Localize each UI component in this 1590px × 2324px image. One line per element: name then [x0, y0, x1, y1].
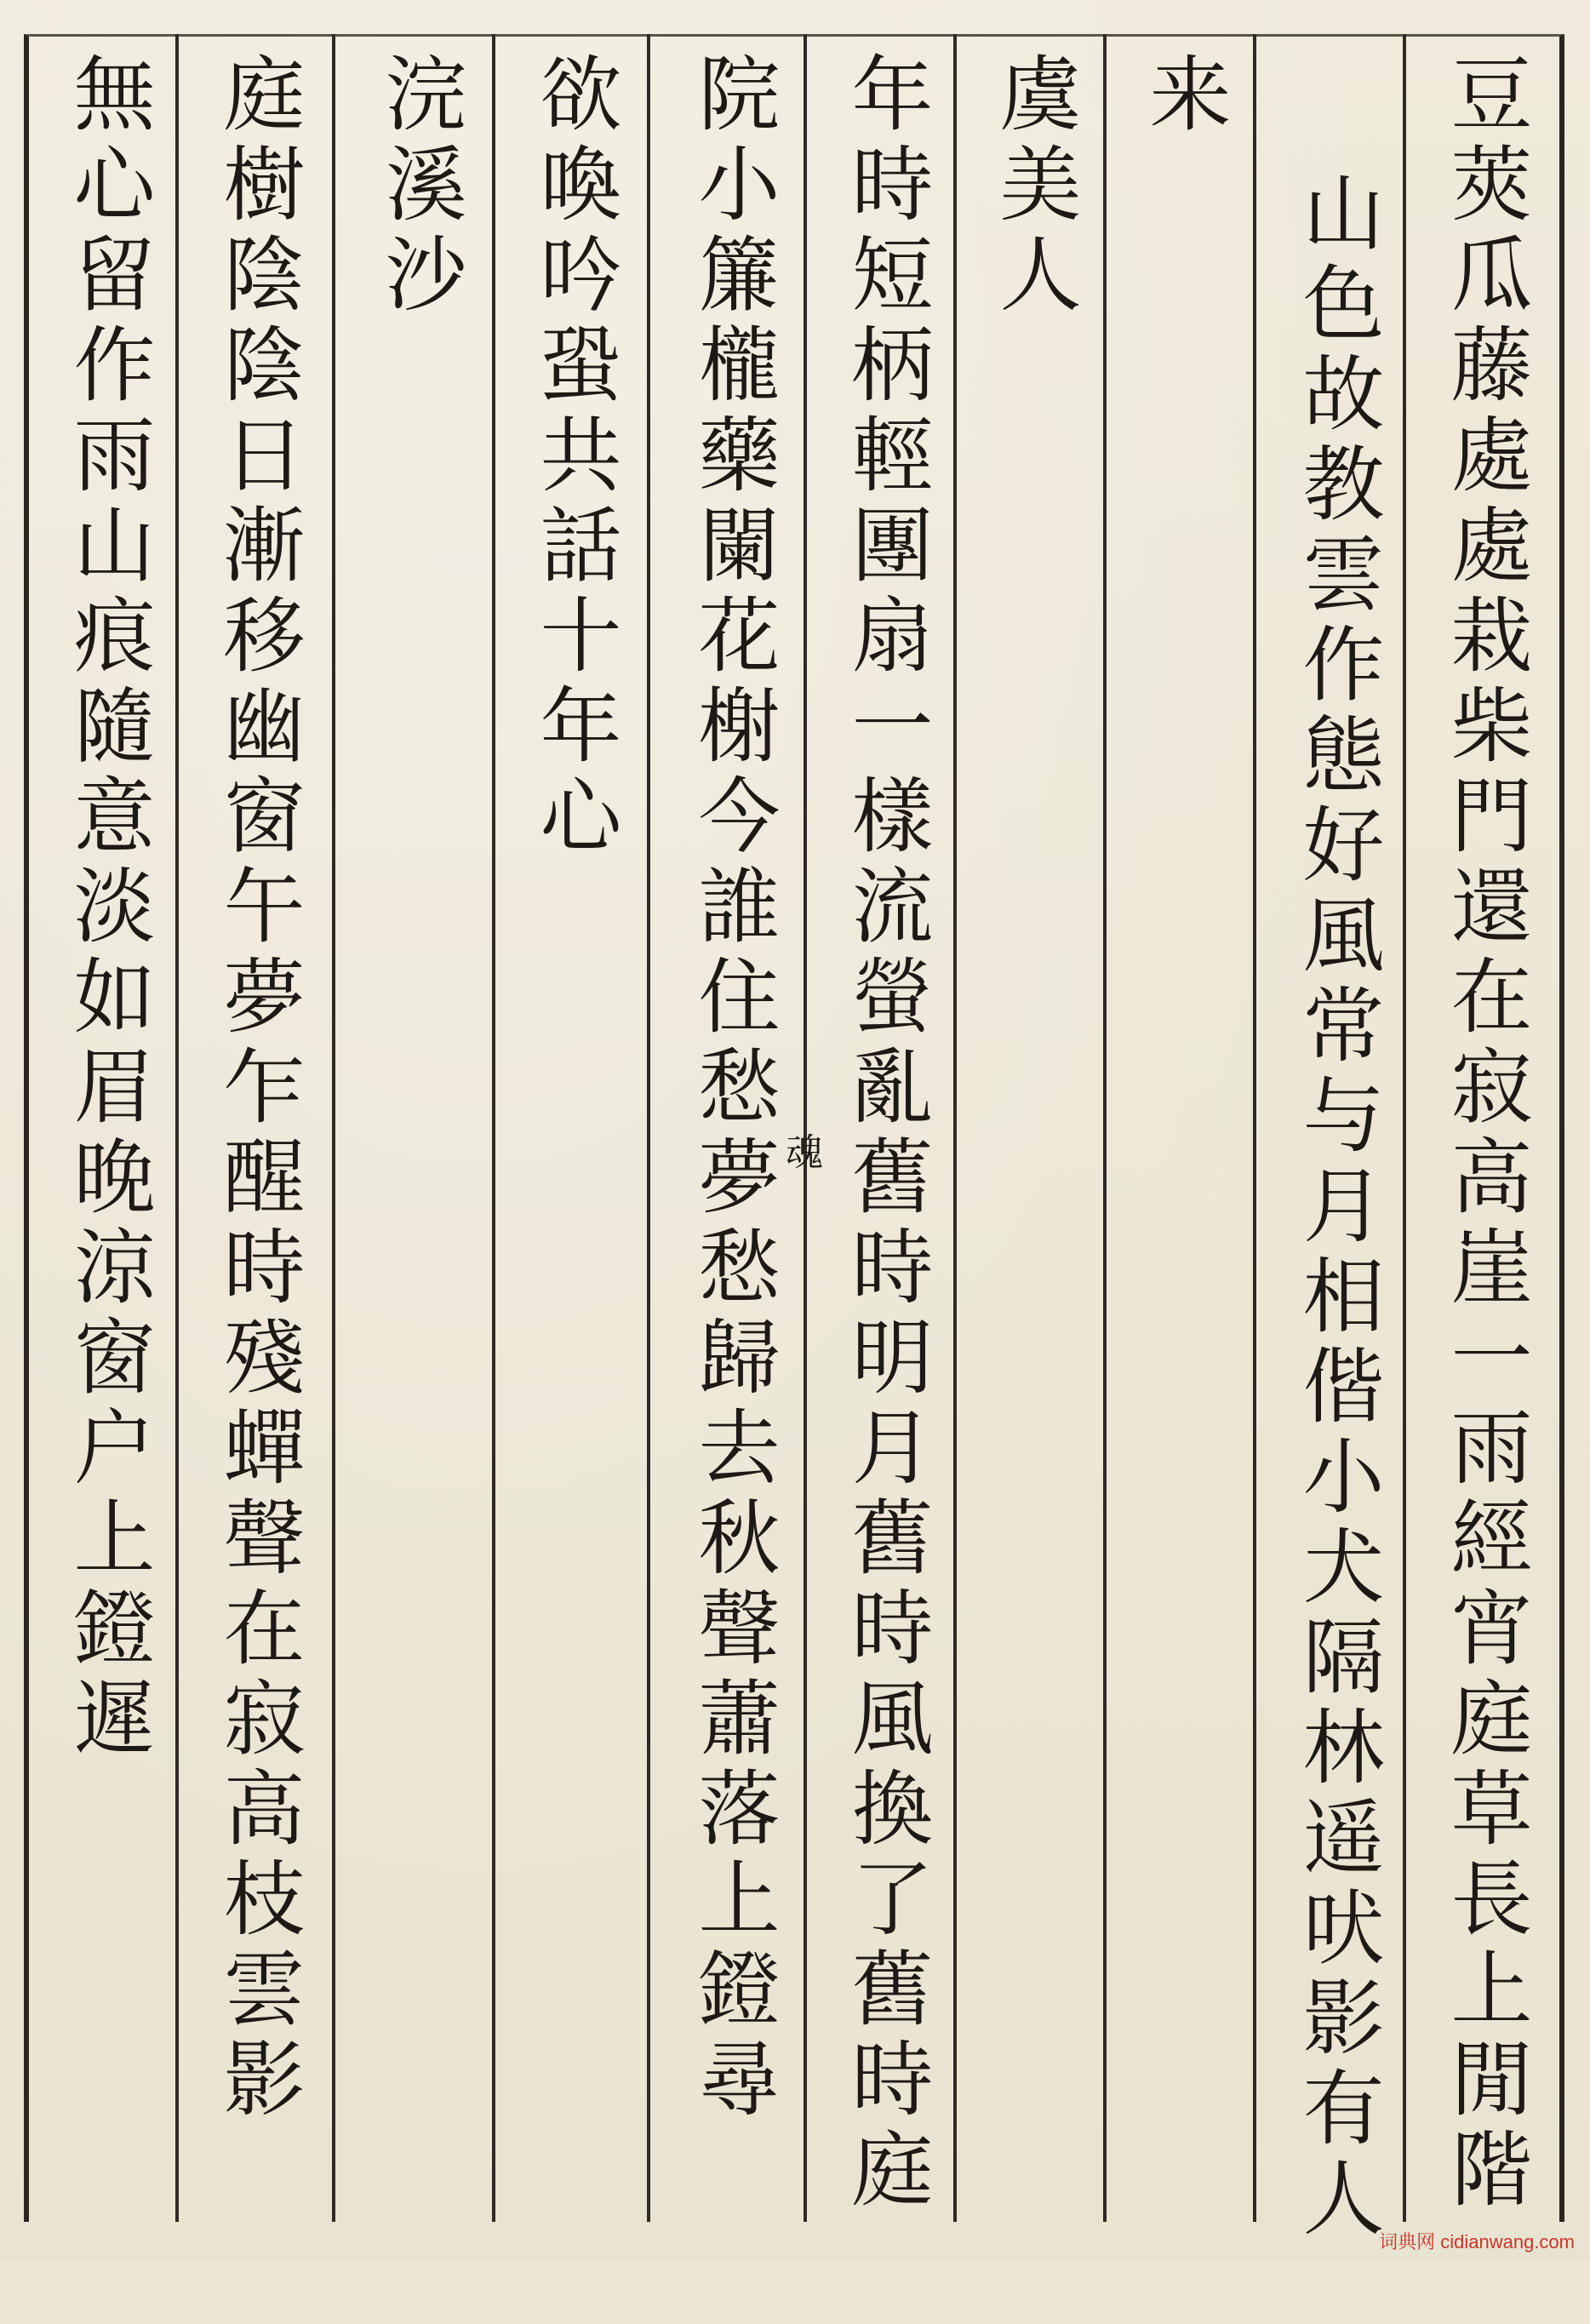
column-rule	[1403, 34, 1406, 2222]
column-text: 無心留作雨山痕隨意淡如眉晚涼窗户上鐙遲	[60, 51, 156, 1766]
column-text-continued: 雲影	[210, 1946, 306, 2127]
text-column-7	[511, 51, 638, 2205]
column-rule	[492, 34, 495, 2222]
column-text: 年時短柄輕團扇一樣流螢亂舊時明月舊時風換了舊時庭	[838, 51, 934, 2217]
column-text: 豆莢瓜藤處處栽柴門還在寂高崖一雨經宵庭草長上閒階	[1438, 51, 1533, 2217]
column-text: 欲喚吟蛩共話十年心	[527, 51, 622, 863]
column-text: 院小簾櫳	[685, 51, 781, 412]
text-column-1	[1421, 51, 1549, 2217]
column-text: 庭樹陰陰日漸移幽窗午夢乍醒時殘蟬聲在寂高枝	[210, 51, 306, 1946]
text-column-9	[194, 51, 322, 2205]
poem-title-huanxisha	[356, 51, 483, 2205]
column-rule	[647, 34, 650, 2222]
column-rule	[1253, 34, 1256, 2222]
column-text: 山色故教雲作態好風常与月相偕小犬隔林遥吠影有人	[1290, 170, 1385, 2246]
column-text-continued: 藥闌花榭今誰住愁夢愁歸去秋聲蕭落上鐙尋	[685, 412, 781, 2127]
poem-title-yumeiren	[970, 51, 1098, 2205]
column-text: 来	[1136, 51, 1232, 141]
column-rule	[804, 34, 807, 2222]
poem-title: 虞美人	[987, 51, 1082, 322]
text-column-6	[669, 51, 797, 2205]
text-column-2	[1273, 170, 1401, 2324]
column-rule	[332, 34, 335, 2222]
poem-title: 浣溪沙	[372, 51, 467, 322]
column-rule	[953, 34, 957, 2222]
watermark: 词典网 cidianwang.com	[1379, 2231, 1575, 2252]
column-rule	[1103, 34, 1107, 2222]
text-column-3	[1120, 51, 1248, 2205]
text-column-5	[822, 51, 950, 2217]
column-rule	[175, 34, 179, 2222]
margin-note: 魂	[779, 1132, 822, 1170]
text-column-10	[44, 51, 172, 2205]
